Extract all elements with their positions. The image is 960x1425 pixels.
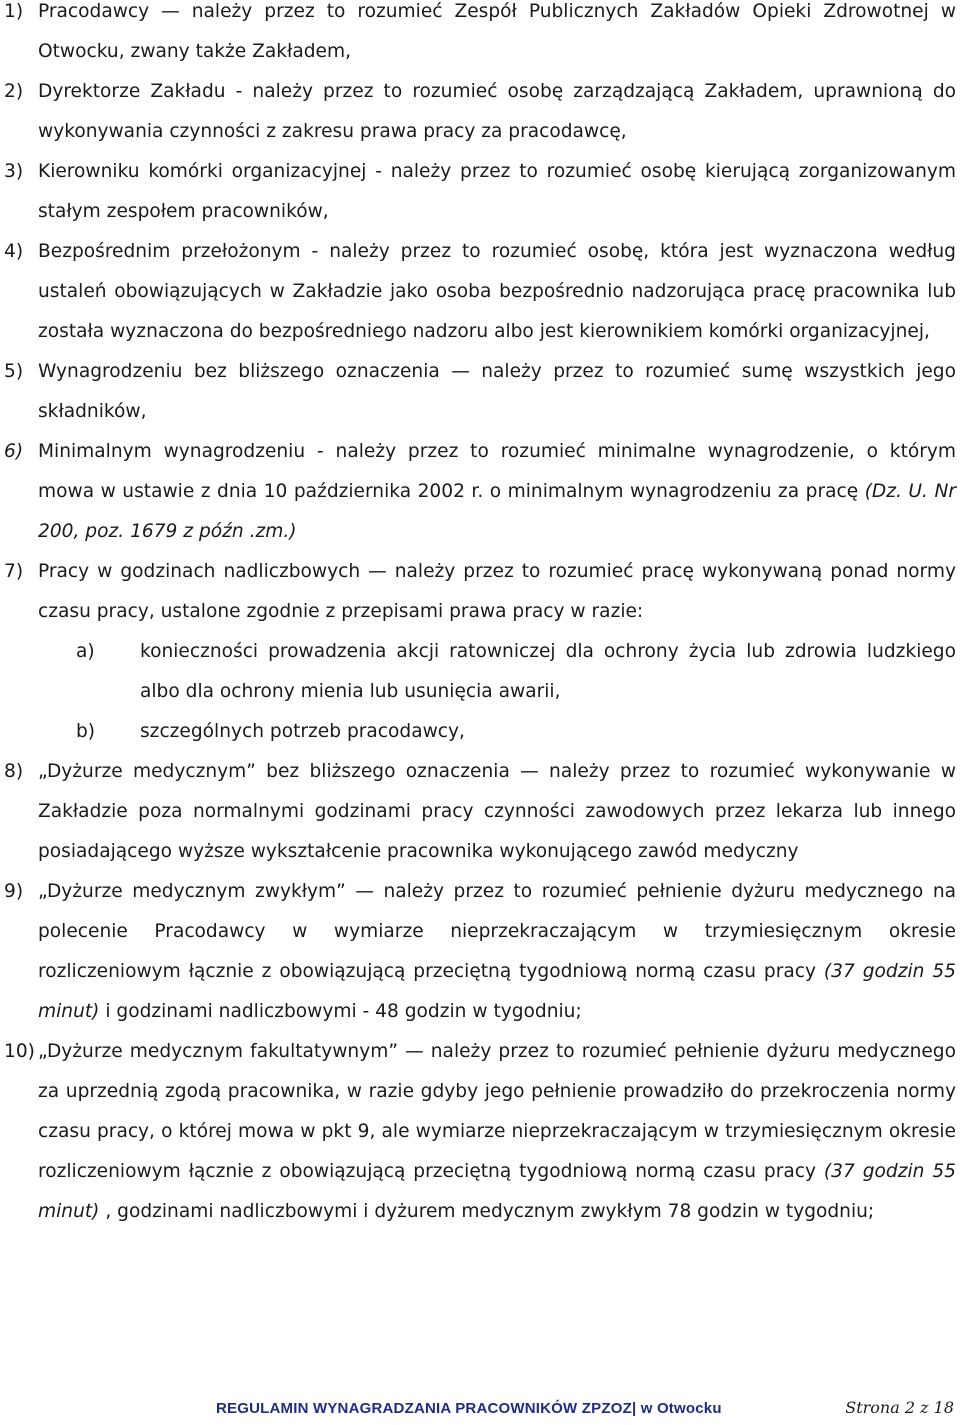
definition-item-6 xyxy=(0,432,956,552)
definition-item-10 xyxy=(0,1032,956,1232)
definition-item-9 xyxy=(0,872,956,1032)
item-number: 4) xyxy=(4,241,24,262)
sub-item-letter: a) xyxy=(76,641,95,662)
item-text: Kierowniku komórki organizacyjnej - należy przez to rozumieć osobę kierującą zorganizowanym stałym zespołem pracowników, xyxy=(38,161,956,222)
item-text-main: „Dyżurze medycznym zwykłym” — należy przez to rozumieć pełnienie dyżuru medycznego na polecenie Pracodawcy w wymiarze nieprzekraczającym w trzymiesięcznym okresie rozliczeniowym łącznie z obowiązującą przeciętną tygodniową normą czasu pracy xyxy=(38,881,956,982)
item-text xyxy=(38,872,956,1032)
item-text-main: „Dyżurze medycznym fakultatywnym” — należy przez to rozumieć pełnienie dyżuru medycznego za uprzednią zgodą pracownika, w razie gdyby jego pełnienie prowadziło do przekroczenia normy czasu pracy, o której mowa w pkt 9, ale wymiarze nieprzekraczającym w trzymiesięcznym okresie rozliczeniowym łącznie z obowiązującą przeciętną tygodniową normą czasu pracy xyxy=(38,1041,956,1182)
item-text: „Dyżurze medycznym” bez bliższego oznaczenia — należy przez to rozumieć wykonywanie w Zakładzie poza normalnymi godzinami pracy czynności zawodowych przez lekarza lub innego posiadającego wyższe wykształcenie pracownika wykonującego zawód medyczny xyxy=(38,761,956,862)
item-text xyxy=(38,432,956,552)
sub-item-text: konieczności prowadzenia akcji ratowniczej dla ochrony życia lub zdrowia ludzkiego albo dla ochrony mienia lub usunięcia awarii, xyxy=(140,641,956,702)
item-text: Wynagrodzeniu bez bliższego oznaczenia — należy przez to rozumieć sumę wszystkich jego składników, xyxy=(38,361,956,422)
definition-item-2 xyxy=(0,72,956,152)
item-number: 1) xyxy=(4,1,24,22)
definition-item-7 xyxy=(0,552,956,632)
definition-item-5 xyxy=(0,352,956,432)
item-text-main: Minimalnym wynagrodzeniu - należy przez to rozumieć minimalne wynagrodzenie, o którym mowa w ustawie z dnia 10 października 2002 r. o minimalnym wynagrodzeniu za pracę xyxy=(38,441,956,502)
item-number: 8) xyxy=(4,761,24,782)
item-text-tail: , godzinami nadliczbowymi i dyżurem medycznym zwykłym 78 godzin w tygodniu; xyxy=(99,1201,875,1222)
item-text: Bezpośrednim przełożonym - należy przez to rozumieć osobę, która jest wyznaczona według ustaleń obowiązujących w Zakładzie jako osoba bezpośrednio nadzorująca pracę pracownika lub została wyznaczona do bezpośredniego nadzoru albo jest kierownikiem komórki organizacyjnej, xyxy=(38,241,956,342)
item-text: Dyrektorze Zakładu - należy przez to rozumieć osobę zarządzającą Zakładem, uprawnioną do wykonywania czynności z zakresu prawa pracy za pracodawcę, xyxy=(38,81,956,142)
sub-item-text: szczególnych potrzeb pracodawcy, xyxy=(140,721,465,742)
item-number: 5) xyxy=(4,361,24,382)
working-time-norm: (37 godzin 55 minut) xyxy=(38,961,956,1022)
item-number: 10) xyxy=(4,1041,35,1062)
definition-item-4 xyxy=(0,232,956,352)
item-text: Pracy w godzinach nadliczbowych — należy przez to rozumieć pracę wykonywaną ponad normy czasu pracy, ustalone zgodnie z przepisami prawa pracy w razie: xyxy=(38,561,956,622)
item-text xyxy=(38,1032,956,1232)
item-text: Pracodawcy — należy przez to rozumieć Zespół Publicznych Zakładów Opieki Zdrowotnej w Otwocku, zwany także Zakładem, xyxy=(38,1,956,62)
item-number: 9) xyxy=(4,881,24,902)
item-number: 2) xyxy=(4,81,24,102)
definition-item-8 xyxy=(0,752,956,872)
item-number: 6) xyxy=(4,441,24,462)
sub-item-letter: b) xyxy=(76,721,96,742)
definition-item-3 xyxy=(0,152,956,232)
sub-item-a xyxy=(0,632,956,712)
legal-citation: (Dz. U. Nr 200, poz. 1679 z późn .zm.) xyxy=(38,481,956,542)
item-number: 7) xyxy=(4,561,24,582)
sub-item-b xyxy=(0,712,956,752)
page-number: Strona 2 z 18 xyxy=(845,1398,954,1417)
item-number: 3) xyxy=(4,161,24,182)
footer-title: REGULAMIN WYNAGRADZANIA PRACOWNIKÓW ZPZOZ| w Otwocku xyxy=(216,1400,722,1417)
page-footer xyxy=(0,1394,960,1425)
definition-item-1 xyxy=(0,0,956,72)
working-time-norm: (37 godzin 55 minut) xyxy=(38,1161,956,1222)
item-text-tail: i godzinami nadliczbowymi - 48 godzin w tygodniu; xyxy=(99,1001,582,1022)
